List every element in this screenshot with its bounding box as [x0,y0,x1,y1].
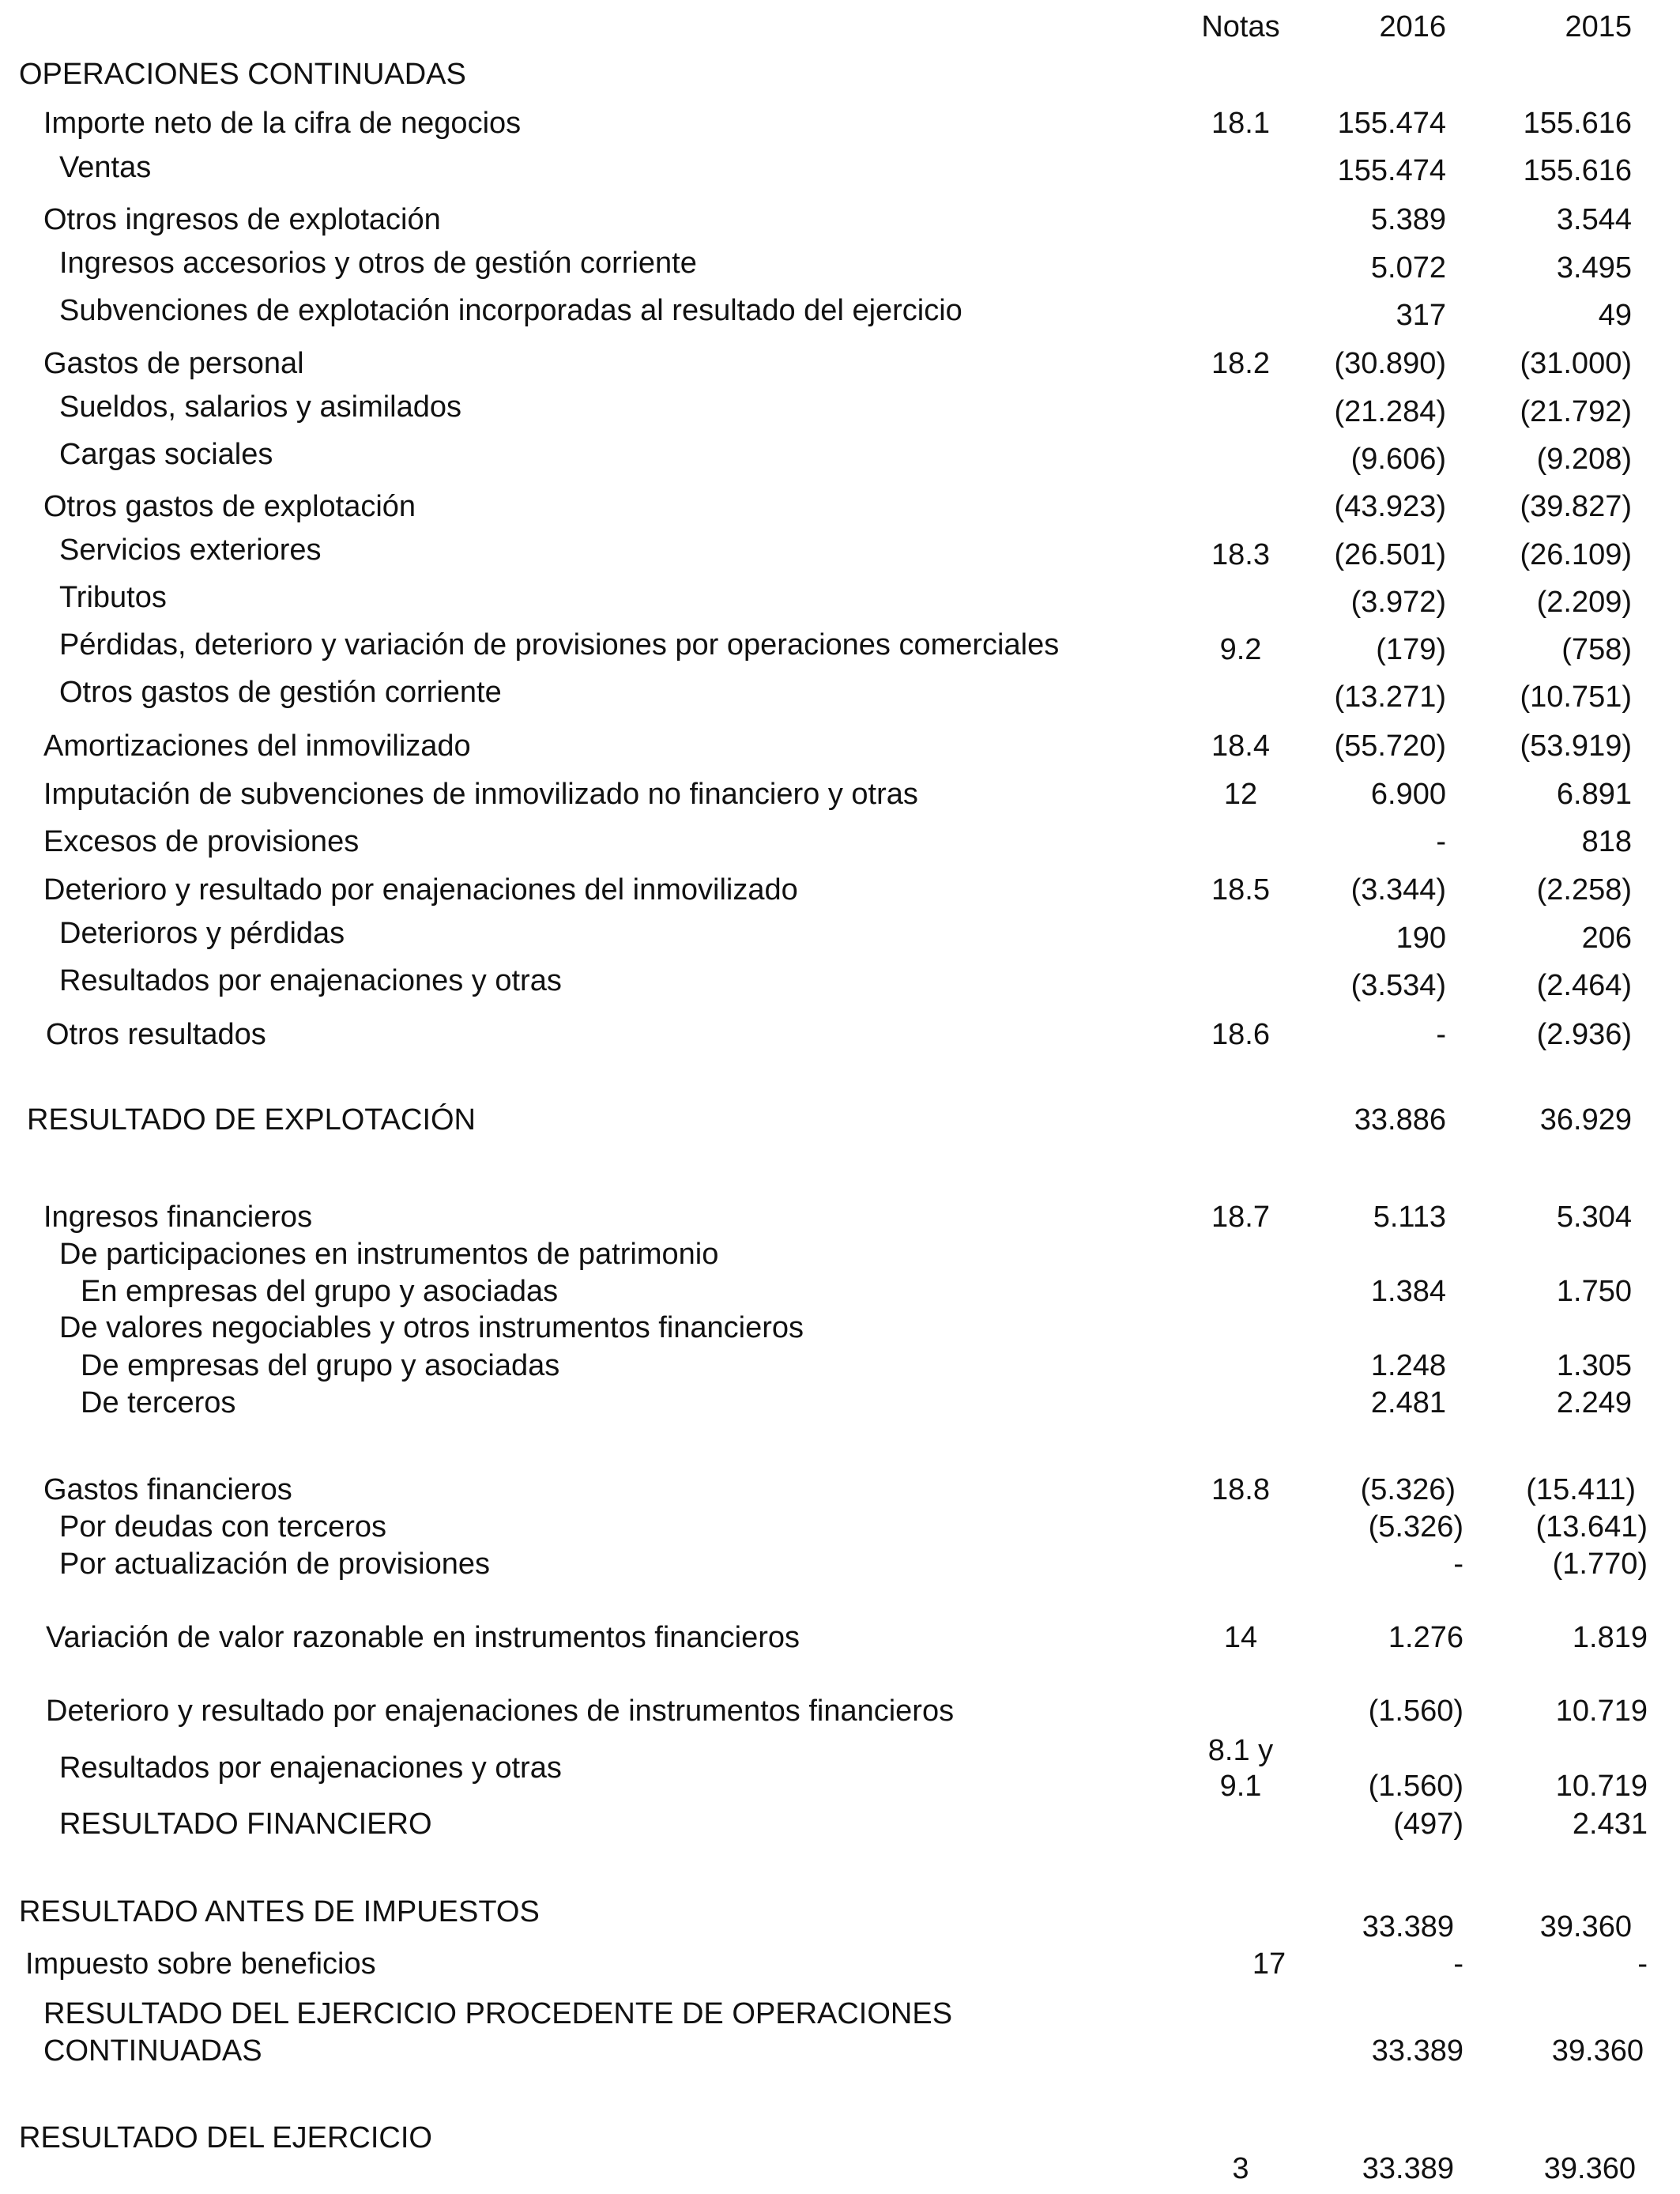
row-label: CONTINUADAS [43,2034,262,2068]
row-label: Otros resultados [46,1018,266,1051]
row-label: De terceros [81,1386,236,1419]
row-value-2016: - [1436,825,1446,858]
row-value-2015: (26.109) [1520,538,1632,571]
row-value-2015: 2.431 [1572,1808,1648,1841]
row-nota: 18.7 [1211,1201,1270,1234]
row-value-2015: (1.770) [1552,1547,1648,1581]
row-value-2016: 2.481 [1370,1386,1446,1419]
row-value-2016: (3.344) [1350,873,1446,907]
row-label: Sueldos, salarios y asimilados [59,390,462,424]
row-nota: 14 [1223,1621,1258,1654]
row-value-2016: 33.389 [1362,2152,1454,2185]
row-label: De participaciones en instrumentos de patrimonio [59,1238,719,1271]
row-label: De valores negociables y otros instrumentos financieros [59,1311,804,1344]
row-value-2016: (497) [1393,1808,1463,1841]
row-nota: 17 [1252,1947,1286,1981]
row-value-2015: (13.641) [1535,1510,1648,1544]
row-value-2016: - [1453,1947,1463,1981]
header-2016: 2016 [1379,10,1446,43]
row-label: Gastos financieros [43,1473,292,1506]
row-value-2016: 5.113 [1373,1201,1446,1234]
row-label: Deterioro y resultado por enajenaciones del inmovilizado [43,873,798,907]
row-label: Servicios exteriores [59,533,322,567]
row-value-2015: 49 [1598,299,1632,332]
row-value-2016: 33.886 [1354,1103,1446,1137]
row-value-2015: - [1637,1947,1648,1981]
row-value-2016: (43.923) [1334,490,1446,523]
row-value-2016: 190 [1396,922,1446,955]
row-label: Resultados por enajenaciones y otras [59,1751,562,1785]
row-value-2016: (5.326) [1368,1510,1463,1544]
row-value-2016: (1.560) [1368,1770,1463,1803]
row-value-2015: (53.919) [1520,729,1632,763]
row-value-2015: 10.719 [1555,1770,1648,1803]
row-label: Importe neto de la cifra de negocios [43,107,522,140]
row-value-2016: (9.606) [1350,443,1446,476]
row-value-2016: (30.890) [1334,347,1446,380]
row-label: En empresas del grupo y asociadas [81,1275,559,1308]
row-label: Otros ingresos de explotación [43,203,441,236]
row-value-2016: 1.248 [1370,1349,1446,1382]
row-value-2016: - [1436,1018,1446,1051]
row-value-2015: (758) [1561,633,1632,666]
row-label: Otros gastos de gestión corriente [59,676,502,709]
row-value-2015: (21.792) [1520,395,1632,428]
row-label: Tributos [59,581,167,614]
row-label: De empresas del grupo y asociadas [81,1349,560,1382]
row-value-2015: (2.936) [1536,1018,1632,1051]
row-value-2016: (13.271) [1334,680,1446,714]
row-label: Ventas [59,151,152,184]
row-value-2015: 2.249 [1556,1386,1632,1419]
row-label: Por actualización de provisiones [59,1547,490,1581]
row-value-2016: (5.326) [1360,1473,1456,1506]
row-value-2015: 1.305 [1556,1349,1632,1382]
row-label: RESULTADO DE EXPLOTACIÓN [27,1103,476,1137]
row-label: Imputación de subvenciones de inmovilizado no financiero y otras [43,778,918,811]
row-value-2015: 39.360 [1543,2152,1636,2185]
row-nota: 18.2 [1211,347,1270,380]
row-label: Deterioros y pérdidas [59,917,345,950]
section-title: OPERACIONES CONTINUADAS [19,58,466,91]
row-nota: 9.2 [1219,633,1262,666]
row-value-2016: (26.501) [1334,538,1446,571]
header-2015: 2015 [1565,10,1632,43]
row-value-2016: 5.389 [1370,203,1446,236]
row-value-2015: (2.464) [1536,969,1632,1002]
row-nota: 18.8 [1211,1473,1270,1506]
row-value-2015: 1.819 [1572,1621,1648,1654]
row-value-2016: 6.900 [1370,778,1446,811]
row-label: RESULTADO DEL EJERCICIO [19,2121,432,2154]
row-label: Otros gastos de explotación [43,490,416,523]
split-nota-line1: 8.1 y [1207,1734,1274,1767]
row-label: Por deudas con terceros [59,1510,387,1544]
row-label: RESULTADO DEL EJERCICIO PROCEDENTE DE OPERACIONES [43,1997,953,2030]
row-value-2016: (3.534) [1350,969,1446,1002]
row-label: Cargas sociales [59,438,273,471]
row-value-2015: 3.544 [1556,203,1632,236]
row-label: Amortizaciones del inmovilizado [43,729,471,763]
row-value-2015: (2.209) [1536,586,1632,619]
row-nota: 12 [1223,778,1258,811]
row-label: Ingresos financieros [43,1201,313,1234]
row-value-2016: - [1453,1547,1463,1581]
row-value-2015: (39.827) [1520,490,1632,523]
row-value-2015: 10.719 [1555,1695,1648,1728]
row-value-2015: (2.258) [1536,873,1632,907]
row-nota: 18.1 [1211,107,1270,140]
row-nota: 3 [1232,2152,1249,2185]
row-nota: 18.6 [1211,1018,1270,1051]
row-value-2015: (9.208) [1536,443,1632,476]
row-value-2015: (31.000) [1520,347,1632,380]
row-value-2015: 6.891 [1556,778,1632,811]
row-value-2015: 3.495 [1556,251,1632,285]
split-nota-line2: 9.1 [1219,1770,1262,1803]
row-label: Deterioro y resultado por enajenaciones de instrumentos financieros [46,1695,955,1728]
row-value-2015: 206 [1581,922,1632,955]
row-label: Pérdidas, deterioro y variación de provisiones por operaciones comerciales [59,628,1060,662]
row-nota: 18.3 [1211,538,1270,571]
row-value-2016: (179) [1376,633,1446,666]
row-label: Ingresos accesorios y otros de gestión corriente [59,247,697,280]
row-value-2016: 33.389 [1371,2034,1463,2068]
row-value-2016: 317 [1396,299,1446,332]
row-value-2015: 39.360 [1551,2034,1644,2068]
row-label: Impuesto sobre beneficios [25,1947,376,1981]
row-label: Subvenciones de explotación incorporadas al resultado del ejercicio [59,294,962,327]
row-value-2015: 39.360 [1539,1910,1632,1943]
row-value-2015: 155.616 [1523,154,1632,187]
row-label: Gastos de personal [43,347,304,380]
row-label: Excesos de provisiones [43,825,360,858]
row-value-2016: 155.474 [1337,154,1446,187]
header-notas: Notas [1201,10,1280,43]
row-value-2016: 5.072 [1370,251,1446,285]
row-value-2016: 155.474 [1337,107,1446,140]
row-value-2016: (55.720) [1334,729,1446,763]
row-value-2015: 36.929 [1539,1103,1632,1137]
row-value-2015: (15.411) [1526,1473,1636,1506]
row-value-2016: 1.384 [1370,1275,1446,1308]
row-value-2015: 1.750 [1556,1275,1632,1308]
row-value-2015: (10.751) [1520,680,1632,714]
row-value-2015: 5.304 [1556,1201,1632,1234]
row-value-2016: (21.284) [1334,395,1446,428]
row-label: RESULTADO ANTES DE IMPUESTOS [19,1895,540,1928]
row-label: Resultados por enajenaciones y otras [59,964,562,997]
row-label: RESULTADO FINANCIERO [59,1808,432,1841]
row-label: Variación de valor razonable en instrumentos financieros [46,1621,800,1654]
row-value-2015: 818 [1581,825,1632,858]
row-nota: 18.4 [1211,729,1270,763]
row-value-2016: (3.972) [1350,586,1446,619]
row-nota: 18.5 [1211,873,1270,907]
row-value-2015: 155.616 [1523,107,1632,140]
row-value-2016: (1.560) [1368,1695,1463,1728]
row-value-2016: 1.276 [1388,1621,1463,1654]
row-value-2016: 33.389 [1362,1910,1454,1943]
